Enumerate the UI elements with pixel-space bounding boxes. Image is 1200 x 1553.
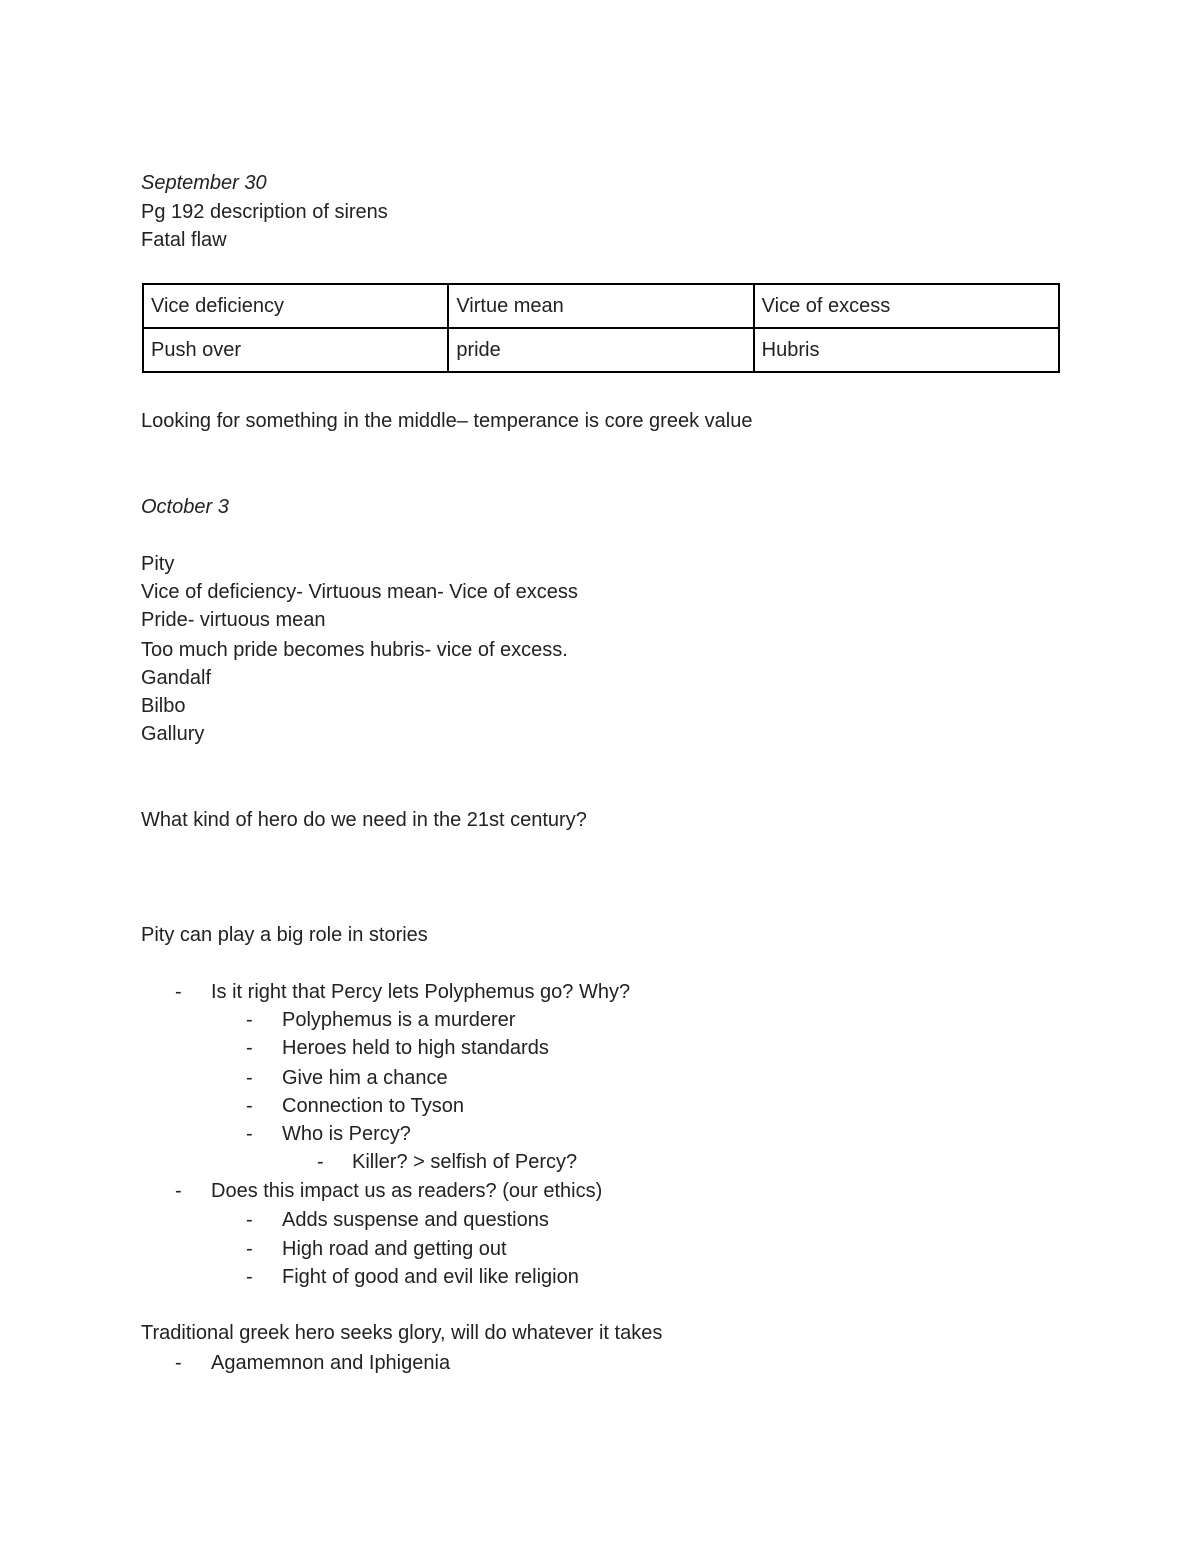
bullet-dash: -	[175, 1352, 182, 1374]
list-item: Killer? > selfish of Percy?	[352, 1151, 578, 1173]
note-line: Gandalf	[141, 667, 212, 689]
date-heading-sep30: September 30	[141, 172, 267, 194]
bullet-dash: -	[246, 1067, 253, 1089]
table-cell: Vice deficiency	[143, 284, 448, 328]
list-item: Give him a chance	[282, 1067, 448, 1089]
list-item: Is it right that Percy lets Polyphemus go? Why?	[211, 981, 631, 1003]
list-item: High road and getting out	[282, 1238, 507, 1260]
list-item: Heroes held to high standards	[282, 1037, 549, 1059]
list-item: Agamemnon and Iphigenia	[211, 1352, 451, 1374]
note-line: Too much pride becomes hubris- vice of excess.	[141, 639, 568, 661]
list-item: Does this impact us as readers? (our ethics)	[211, 1180, 603, 1202]
bullet-dash: -	[317, 1151, 324, 1173]
list-item: Who is Percy?	[282, 1123, 411, 1145]
table-cell: Vice of excess	[754, 284, 1059, 328]
note-line: Pity	[141, 553, 175, 575]
note-line: Vice of deficiency- Virtuous mean- Vice of excess	[141, 581, 578, 603]
bullet-dash: -	[246, 1009, 253, 1031]
note-line-temperance: Looking for something in the middle– temperance is core greek value	[141, 410, 753, 432]
table-cell: Hubris	[754, 328, 1059, 372]
date-heading-oct3: October 3	[141, 496, 229, 518]
table-cell: pride	[448, 328, 753, 372]
virtue-table	[142, 283, 1060, 373]
table-row	[143, 284, 1059, 328]
table-cell: Push over	[143, 328, 448, 372]
note-line: Gallury	[141, 723, 205, 745]
table-row	[143, 328, 1059, 372]
bullet-dash: -	[246, 1266, 253, 1288]
bullet-dash: -	[246, 1123, 253, 1145]
bullet-dash: -	[246, 1238, 253, 1260]
note-line-pity-heading: Pity can play a big role in stories	[141, 924, 428, 946]
list-item: Fight of good and evil like religion	[282, 1266, 579, 1288]
list-item: Adds suspense and questions	[282, 1209, 549, 1231]
bullet-dash: -	[246, 1037, 253, 1059]
bullet-dash: -	[175, 1180, 182, 1202]
table-cell: Virtue mean	[448, 284, 753, 328]
list-item: Connection to Tyson	[282, 1095, 464, 1117]
note-line-traditional: Traditional greek hero seeks glory, will do whatever it takes	[141, 1322, 663, 1344]
note-line: Pride- virtuous mean	[141, 609, 326, 631]
note-line-fatal-flaw: Fatal flaw	[141, 229, 227, 251]
bullet-dash: -	[246, 1095, 253, 1117]
list-item: Polyphemus is a murderer	[282, 1009, 516, 1031]
bullet-dash: -	[246, 1209, 253, 1231]
note-line: Bilbo	[141, 695, 186, 717]
bullet-dash: -	[175, 981, 182, 1003]
note-line-sirens: Pg 192 description of sirens	[141, 201, 388, 223]
note-line-question: What kind of hero do we need in the 21st century?	[141, 809, 587, 831]
